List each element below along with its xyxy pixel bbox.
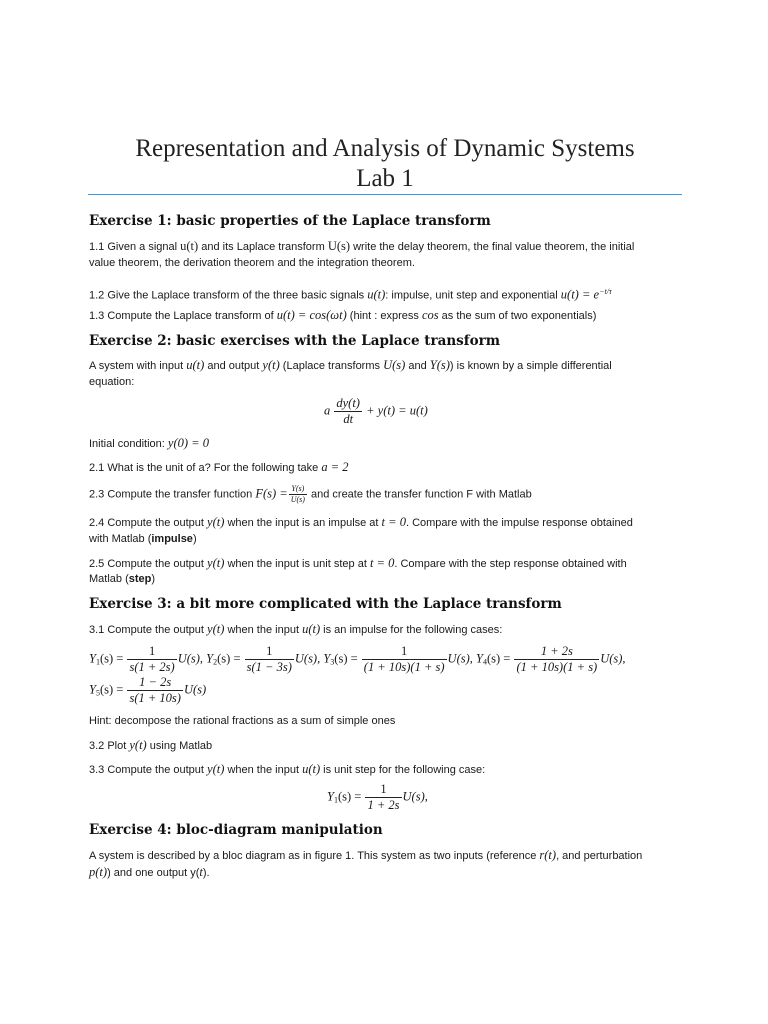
exercise-2-3-text: 2.3 Compute the transfer function F(s) = $\frac{Y(s)}{U(s)}$ and create the transfer function F with Matlab [89,484,532,504]
exercise-3-heading: Exercise 3: a bit more complicated with the Laplace transform [89,596,562,612]
exercise-4-text-cont: p(t)) and one output y(t). [89,865,210,879]
initial-condition: Initial condition: y(0) = 0 [89,436,209,450]
title-divider [88,194,682,195]
exercise-4-text: A system is described by a bloc diagram as in figure 1. This system as two inputs (reference r(t), and perturbation [89,848,643,862]
exercise-2-5-text: 2.5 Compute the output y(t) when the input is unit step at t = 0. Compare with the step response obtained with [89,556,627,570]
exercise-2-5-text-cont: Matlab (step) [89,573,156,585]
exercise-1-1-text-cont: value theorem, the derivation theorem and the integration theorem. [89,257,415,269]
differential-equation: a $\frac{dy(t)}{dt}$ + y(t) = u(t) [324,396,428,426]
exercise-2-intro: A system with input u(t) and output y(t) (Laplace transforms U(s) and Y(s)) is known by a simple differential [89,358,612,372]
exercise-4-heading: Exercise 4: bloc-diagram manipulation [89,822,383,838]
exercise-1-2-text: 1.2 Give the Laplace transform of the three basic signals u(t): impulse, unit step and exponential $u(t) = e^{-t/\tau}$ [89,287,612,302]
exercise-3-1-text: 3.1 Compute the output y(t) when the input u(t) is an impulse for the following cases: [89,622,503,636]
document-subtitle: Lab 1 [356,165,414,192]
exercise-1-1-text: 1.1 Given a signal u(t) and its Laplace transform U(s) write the delay theorem, the final value theorem, the initial [89,239,635,253]
exercise-1-heading: Exercise 1: basic properties of the Laplace transform [89,213,491,229]
transfer-equations-row-1: $Y_1(s)$ = $\frac{1}{s(1 + 2s)}$ U(s), $Y_2(s)$ = $\frac{1}{s(1 - 3s)}$ U(s), $Y_3(s)$ = $\frac{1}{(1 + 10s)(1 + s)}$ U(s), $Y_4(s)$ = $\frac{1 + 2s}{(1 + 10s)(1 + s)}$ U(s), [89,644,626,674]
exercise-1-3-text: 1.3 Compute the Laplace transform of u(t) = cos(ωt) (hint : express cos as the sum of two exponentials) [89,308,597,322]
exercise-2-heading: Exercise 2: basic exercises with the Laplace transform [89,333,500,349]
exercise-2-intro-cont: equation: [89,376,135,388]
exercise-2-4-text: 2.4 Compute the output y(t) when the input is an impulse at t = 0. Compare with the impulse response obtained [89,515,633,529]
transfer-equations-row-2: $Y_5(s)$ = $\frac{1 - 2s}{s(1 + 10s)}$ U(s) [89,675,207,705]
exercise-2-4-text-cont: with Matlab (impulse) [89,533,197,545]
step-response-equation: $Y_1(s)$ = $\frac{1}{1 + 2s}$ U(s), [327,782,428,812]
document-title: Representation and Analysis of Dynamic Systems [135,135,635,162]
exercise-3-3-text: 3.3 Compute the output y(t) when the input u(t) is unit step for the following case: [89,762,486,776]
exercise-3-hint: Hint: decompose the rational fractions as a sum of simple ones [89,715,396,727]
exercise-2-1-text: 2.1 What is the unit of a? For the following take a = 2 [89,460,349,474]
exercise-3-2-text: 3.2 Plot y(t) using Matlab [89,738,213,752]
